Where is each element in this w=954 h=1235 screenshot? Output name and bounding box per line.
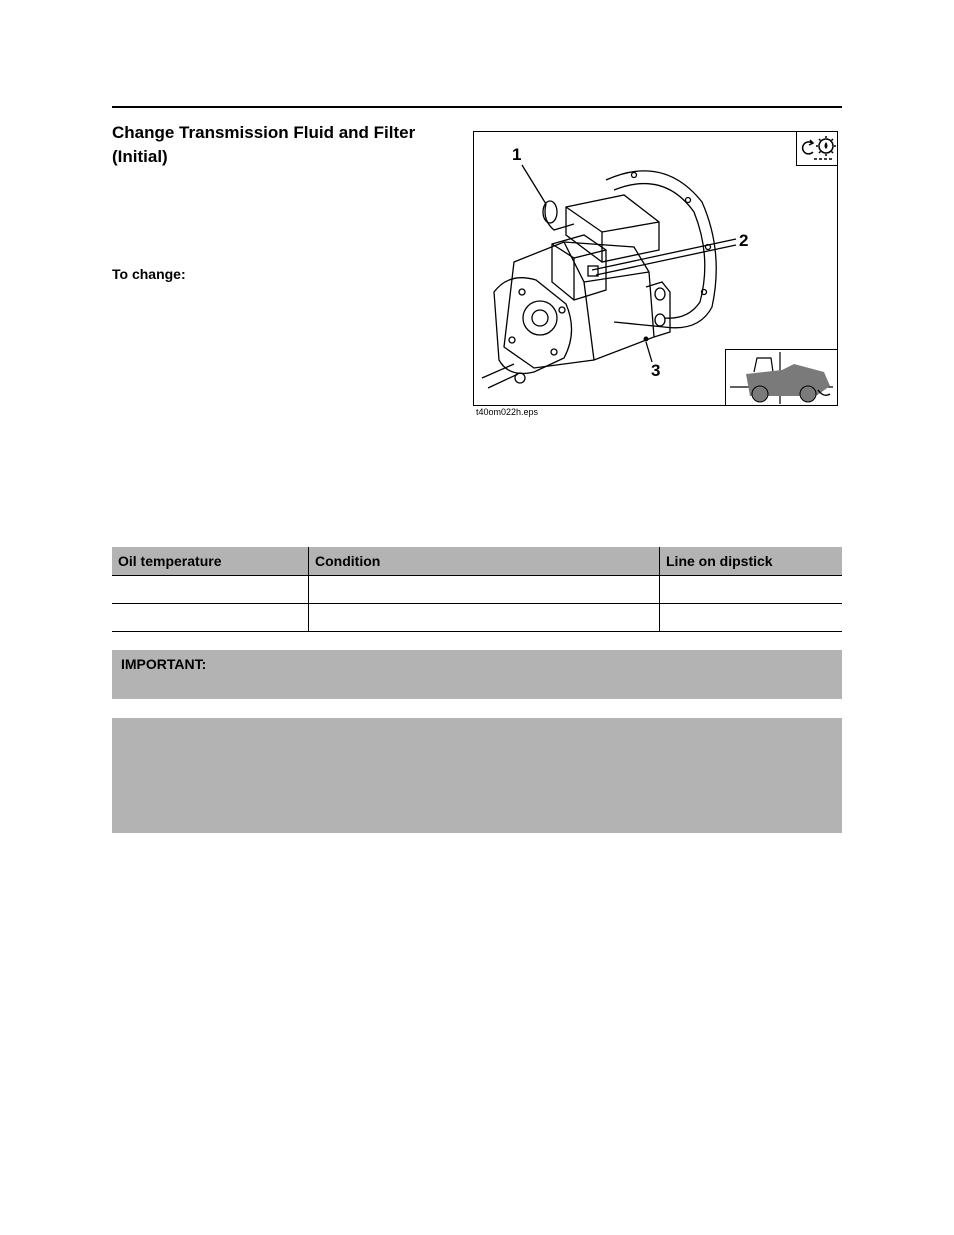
important-notice bbox=[112, 650, 842, 699]
procedure-subhead: To change: bbox=[112, 266, 186, 282]
column-header-line-on-dipstick: Line on dipstick bbox=[660, 547, 843, 576]
callout-3: 3 bbox=[651, 361, 661, 380]
machine-location-icon bbox=[725, 349, 837, 405]
oil-level-table bbox=[112, 547, 842, 632]
important-label: IMPORTANT: bbox=[121, 656, 207, 672]
table-row bbox=[112, 604, 842, 632]
change-fluid-gear-icon bbox=[796, 132, 837, 166]
table-cell bbox=[112, 576, 309, 604]
transmission-figure bbox=[473, 131, 838, 406]
callout-2: 2 bbox=[739, 231, 749, 250]
column-header-oil-temperature: Oil temperature bbox=[112, 547, 309, 576]
section-title: Change Transmission Fluid and Filter (Initial) bbox=[112, 123, 416, 166]
table-cell bbox=[309, 604, 660, 632]
table-cell bbox=[660, 576, 843, 604]
table-cell bbox=[660, 604, 843, 632]
note-box bbox=[112, 718, 842, 833]
figure-caption: t40om022h.eps bbox=[476, 407, 539, 417]
table-row bbox=[112, 576, 842, 604]
table-cell bbox=[112, 604, 309, 632]
column-header-condition: Condition bbox=[309, 547, 660, 576]
callout-1: 1 bbox=[512, 145, 522, 164]
header-rule bbox=[112, 106, 842, 108]
table-cell bbox=[309, 576, 660, 604]
table-header-row bbox=[112, 547, 842, 576]
